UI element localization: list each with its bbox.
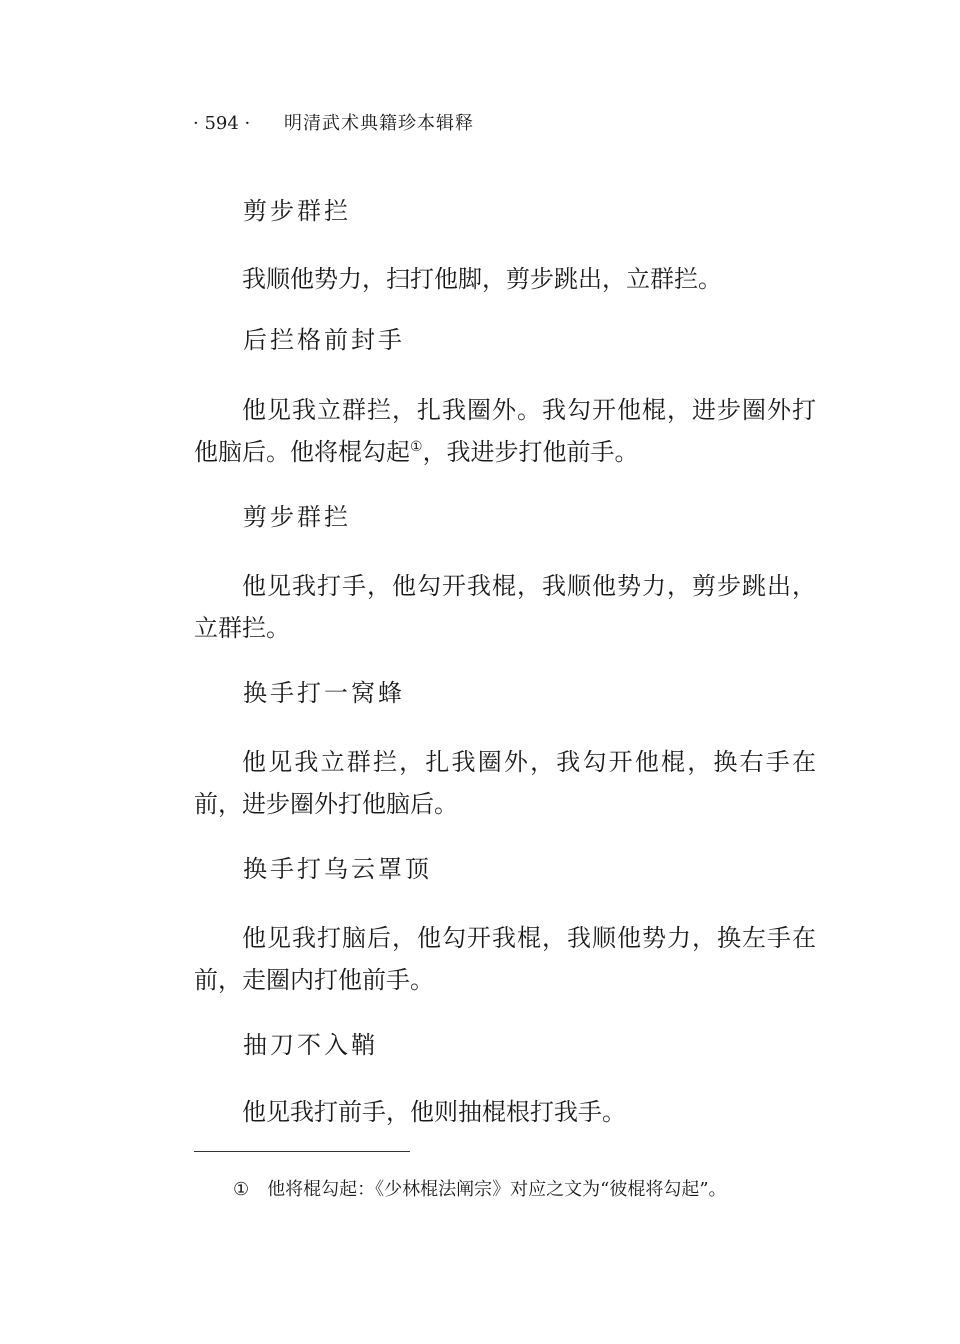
footnote-reference: ① — [410, 439, 423, 455]
section-paragraph — [194, 389, 816, 473]
page-number: · 594 · — [193, 113, 251, 134]
section-heading: 换手打乌云罩顶 — [243, 855, 432, 883]
footnote — [233, 1176, 727, 1204]
section-heading: 换手打一窝蜂 — [243, 679, 405, 707]
section-paragraph: 他见我打脑后，他勾开我棍，我顺他势力，换左手在前，走圈内打他前手。 — [194, 924, 816, 994]
section-paragraph: 他见我立群拦，扎我圈外，我勾开他棍，换右手在前，进步圈外打他脑后。 — [194, 748, 816, 818]
section-paragraph: 他见我打前手，他则抽棍根打我手。 — [242, 1098, 626, 1126]
section-heading: 后拦格前封手 — [243, 326, 405, 354]
section-heading: 剪步群拦 — [243, 503, 351, 531]
paragraph-text: ，我进步打他前手。 — [422, 438, 639, 466]
section-paragraph: 我顺他势力，扫打他脚，剪步跳出，立群拦。 — [242, 265, 722, 293]
paragraph-text: 他见我立群拦，扎我圈外。我勾开他棍，进步圈外打他脑后。他将棍勾起 — [194, 396, 816, 466]
footnote-text: 他将棍勾起：《少林棍法阐宗》对应之文为“彼棍将勾起”。 — [267, 1179, 727, 1200]
footnote-divider — [194, 1151, 410, 1152]
footnote-marker: ① — [233, 1179, 250, 1200]
section-paragraph: 他见我打手，他勾开我棍，我顺他势力，剪步跳出，立群拦。 — [194, 572, 816, 642]
running-head — [193, 112, 474, 136]
section-heading: 抽刀不入鞘 — [243, 1031, 378, 1059]
book-title: 明清武术典籍珍本辑释 — [283, 113, 474, 134]
section-heading: 剪步群拦 — [243, 197, 351, 225]
